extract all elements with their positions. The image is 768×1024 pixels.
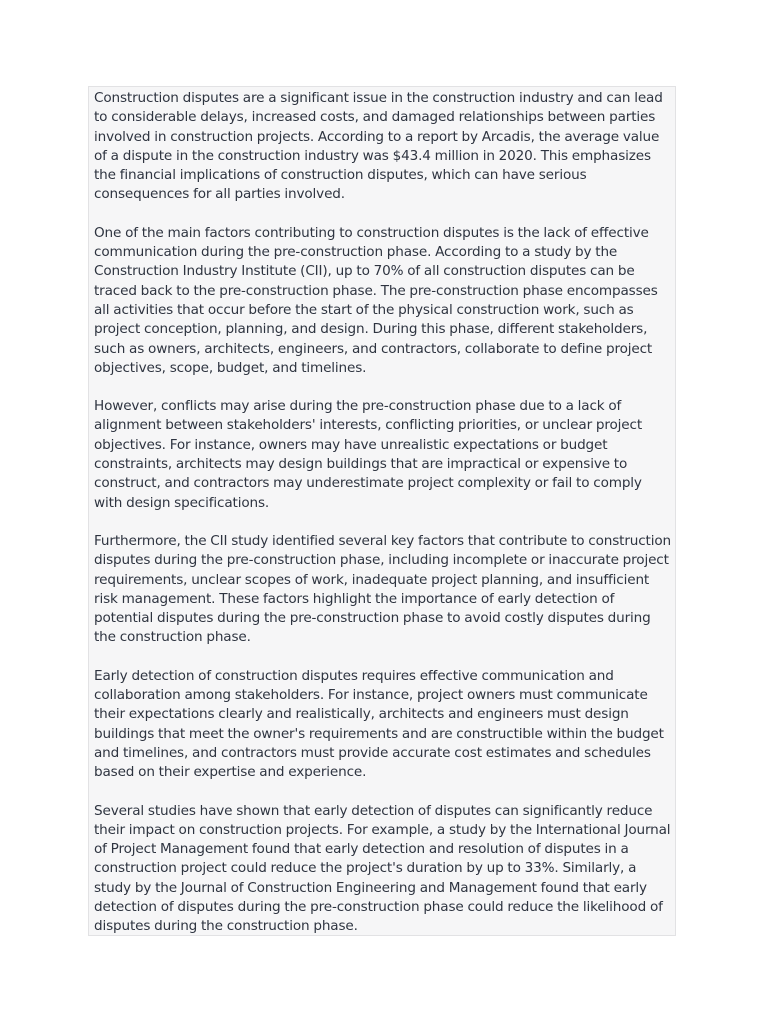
paragraph-1: Construction disputes are a significant issue in the construction industry and can lead to considerable delays, increased costs, and damaged relationships between parties involved in construction projects. According to a report by Arcadis, the average value of a dispute in the construction industry was $43.4 million in 2020. This emphasizes the financial implications of construction disputes, which can have serious consequences for all parties involved.	[94, 90, 663, 203]
paragraph-6: Several studies have shown that early detection of disputes can significantly reduce their impact on construction projects. For example, a study by the International Journal of Project Management found that early detection and resolution of disputes in a construction project could reduce the project's duration by up to 33%. Similarly, a study by the Journal of Construction Engineering and Management found that early detection of disputes during the pre-construction phase could reduce the likelihood of disputes during the construction phase.	[94, 802, 671, 935]
paragraph-2: One of the main factors contributing to construction disputes is the lack of effective communication during the pre-construction phase. According to a study by the Construction Industry Institute (CII), up to 70% of all construction disputes can be traced back to the pre-construction phase. The pre-construction phase encompasses all activities that occur before the start of the physical construction work, such as project conception, planning, and design. During this phase, different stakeholders, such as owners, architects, engineers, and contractors, collaborate to define project objectives, scope, budget, and timelines.	[94, 224, 658, 376]
document-text-box	[88, 86, 676, 936]
paragraph-4: Furthermore, the CII study identified several key factors that contribute to construction disputes during the pre-construction phase, including incomplete or inaccurate project requirements, unclear scopes of work, inadequate project planning, and insufficient risk management. These factors highlight the importance of early detection of potential disputes during the pre-construction phase to avoid costly disputes during the construction phase.	[94, 532, 672, 646]
paragraph-3: However, conflicts may arise during the pre-construction phase due to a lack of alignment between stakeholders' interests, conflicting priorities, or unclear project objectives. For instance, owners may have unrealistic expectations or budget constraints, architects may design buildings that are impractical or expensive to construct, and contractors may underestimate project complexity or fail to comply with design specifications.	[94, 398, 643, 511]
paragraph-5: Early detection of construction disputes requires effective communication and collaboration among stakeholders. For instance, project owners must communicate their expectations clearly and realistically, architects and engineers must design buildings that meet the owner's requirements and are constructible within the budget and timelines, and contractors must provide accurate cost estimates and schedules based on their expertise and experience.	[94, 667, 664, 781]
